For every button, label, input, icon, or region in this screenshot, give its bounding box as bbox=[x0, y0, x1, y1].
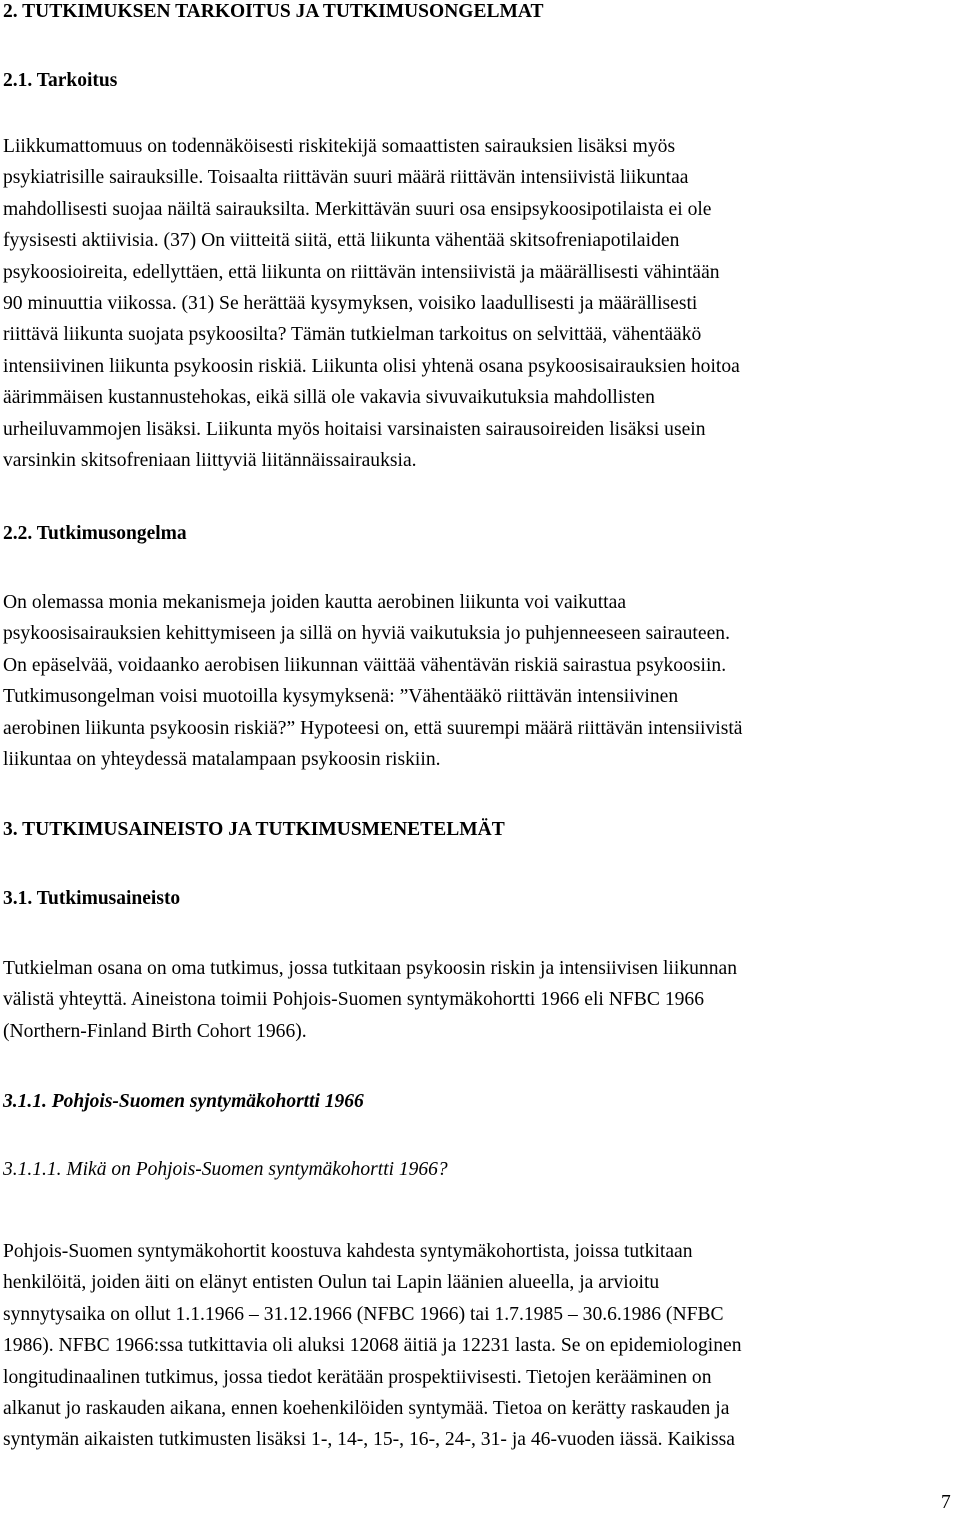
paragraph-research-problem bbox=[3, 587, 958, 775]
page-number: 7 bbox=[941, 1492, 951, 1513]
text-line: urheiluvammojen lisäksi. Liikunta myös hoitaisi varsinaisten sairausoireiden lisäksi usein bbox=[3, 418, 706, 440]
text-line: psykoosioireita, edellyttäen, että liikunta on riittävän intensiivistä ja määrällisesti vähintään bbox=[3, 261, 720, 283]
text-line: henkilöitä, joiden äiti on elänyt entisten Oulun tai Lapin läänien alueella, ja arvioitu bbox=[3, 1272, 660, 1294]
text-line: Pohjois-Suomen syntymäkohortit koostuva kahdesta syntymäkohortista, joissa tutkitaan bbox=[3, 1241, 693, 1262]
text-line: alkanut jo raskauden aikana, ennen koehenkilöiden syntymää. Tietoa on kerätty raskauden ja bbox=[3, 1397, 730, 1419]
subsection-heading-3-1-1-1: 3.1.1.1. Mikä on Pohjois-Suomen syntymäkohortti 1966? bbox=[3, 1159, 448, 1180]
text-line: äärimmäisen kustannustehokas, eikä sillä ole vakavia sivuvaikutuksia mahdollisten bbox=[3, 387, 655, 409]
text-line: (Northern-Finland Birth Cohort 1966). bbox=[3, 1020, 307, 1042]
text-line: syntymän aikaisten tutkimusten lisäksi 1-, 14-, 15-, 16-, 24-, 31- ja 46-vuoden iässä. Kaikissa bbox=[3, 1429, 735, 1451]
text-line: fyysisesti aktiivisia. (37) On viitteitä siitä, että liikunta vähentää skitsofreniapotilaiden bbox=[3, 230, 680, 252]
paragraph-material bbox=[3, 953, 958, 1047]
text-line: aerobinen liikunta psykoosin riskiä?” Hypoteesi on, että suurempi määrä riittävän intensiivistä bbox=[3, 717, 743, 739]
text-line: psykiatrisille sairauksille. Toisaalta riittävän suuri määrä riittävän intensiivistä liikuntaa bbox=[3, 167, 689, 189]
text-line: välistä yhteyttä. Aineistona toimii Pohjois-Suomen syntymäkohortti 1966 eli NFBC 1966 bbox=[3, 989, 705, 1011]
section-heading-2: 2. TUTKIMUKSEN TARKOITUS JA TUTKIMUSONGELMAT bbox=[3, 1, 544, 22]
text-line: mahdollisesti suojaa näiltä sairauksilta. Merkittävän suuri osa ensipsykoosipotilaista ei ole bbox=[3, 198, 712, 220]
subsection-heading-2-1: 2.1. Tarkoitus bbox=[3, 70, 118, 91]
text-line: riittävä liikunta suojata psykoosilta? Tämän tutkielman tarkoitus on selvittää, vähentääkö bbox=[3, 324, 702, 346]
text-line: intensiivinen liikunta psykoosin riskiä. Liikunta olisi yhtenä osana psykoosisairauksien hoitoa bbox=[3, 355, 740, 377]
text-line: synnytysaika on ollut 1.1.1966 – 31.12.1966 (NFBC 1966) tai 1.7.1985 – 30.6.1986 (NFBC bbox=[3, 1303, 724, 1325]
text-line: 90 minuuttia viikossa. (31) Se herättää kysymyksen, voisiko laadullisesti ja määrällisesti bbox=[3, 292, 698, 314]
text-line: liikuntaa on yhteydessä matalampaan psykoosin riskiin. bbox=[3, 748, 441, 770]
subsection-heading-3-1-1: 3.1.1. Pohjois-Suomen syntymäkohortti 1966 bbox=[3, 1091, 364, 1112]
text-line: psykoosisairauksien kehittymiseen ja sillä on hyviä vaikutuksia jo puhjenneeseen sairauteen. bbox=[3, 623, 730, 645]
text-line: On epäselvää, voidaanko aerobisen liikunnan väittää vähentävän riskiä sairastua psykoosiin. bbox=[3, 654, 727, 676]
text-line: On olemassa monia mekanismeja joiden kautta aerobinen liikunta voi vaikuttaa bbox=[3, 592, 627, 613]
text-line: Tutkielman osana on oma tutkimus, jossa tutkitaan psykoosin riskin ja intensiivisen liikunnan bbox=[3, 958, 737, 979]
text-line: Liikkumattomuus on todennäköisesti riskitekijä somaattisten sairauksien lisäksi myös bbox=[3, 136, 676, 157]
section-heading-3: 3. TUTKIMUSAINEISTO JA TUTKIMUSMENETELMÄT bbox=[3, 819, 505, 840]
text-line: 1986). NFBC 1966:ssa tutkittavia oli aluksi 12068 äitiä ja 12231 lasta. Se on epidemiologinen bbox=[3, 1335, 742, 1357]
text-line: Tutkimusongelman voisi muotoilla kysymyksenä: ”Vähentääkö riittävän intensiivinen bbox=[3, 686, 679, 708]
paragraph-cohort bbox=[3, 1236, 958, 1456]
text-line: longitudinaalinen tutkimus, jossa tiedot kerätään prospektiivisesti. Tietojen kerääminen on bbox=[3, 1366, 712, 1388]
text-line: varsinkin skitsofreniaan liittyviä liitännäissairauksia. bbox=[3, 449, 417, 471]
subsection-heading-2-2: 2.2. Tutkimusongelma bbox=[3, 523, 187, 544]
subsection-heading-3-1: 3.1. Tutkimusaineisto bbox=[3, 888, 181, 909]
paragraph-purpose bbox=[3, 131, 958, 476]
